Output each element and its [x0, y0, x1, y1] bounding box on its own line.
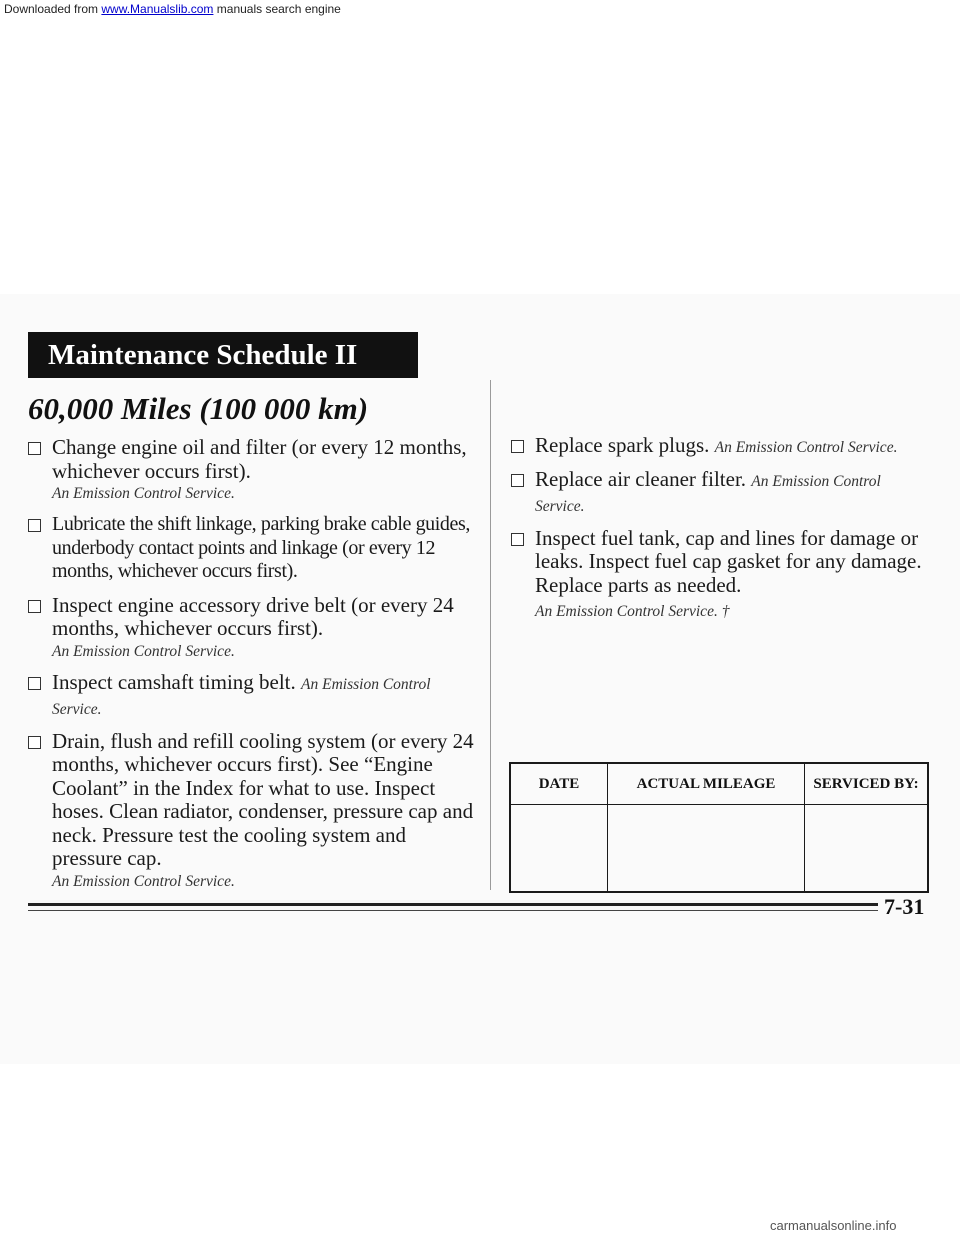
actual-mileage-cell[interactable] [608, 805, 805, 893]
date-header: DATE [510, 763, 608, 805]
item-note: An Emission Control Service. [714, 439, 898, 456]
item-text: Inspect fuel tank, cap and lines for damage or leaks. Inspect fuel cap gasket for any damage. Replace parts as needed. [535, 525, 922, 597]
checklist-item [511, 434, 931, 460]
item-note: An Emission Control Service. [535, 472, 881, 515]
checkbox-icon[interactable] [28, 736, 41, 749]
manualslib-link[interactable]: www.Manualslib.com [101, 2, 214, 16]
schedule-header: Maintenance Schedule II [28, 332, 418, 378]
item-text: Drain, flush and refill cooling system (or every 24 months, whichever occurs first). See “Engine Coolant” in the Index for what to use. Inspect hoses. Clean radiator, condenser, pressure cap and neck. Pressure test the cooling system and pressure cap. [52, 728, 474, 870]
item-note: An Emission Control Service. [52, 485, 235, 502]
footer-rule [28, 903, 878, 906]
serviced-by-cell[interactable] [805, 805, 929, 893]
item-main-text: Replace spark plugs. [535, 433, 710, 457]
checklist-item [28, 671, 478, 722]
checkbox-icon[interactable] [28, 600, 41, 613]
item-text: Lubricate the shift linkage, parking brake cable guides, underbody contact points and linkage (or every 12 months, whichever occurs first). [52, 513, 470, 582]
checkbox-icon[interactable] [28, 442, 41, 455]
checklist-item [28, 730, 478, 893]
checkbox-icon[interactable] [511, 474, 524, 487]
actual-mileage-header: ACTUAL MILEAGE [608, 763, 805, 805]
item-main-text: Inspect camshaft timing belt. [52, 669, 296, 694]
table-header-row [510, 763, 928, 805]
watermark-prefix: Downloaded from [4, 2, 102, 16]
site-watermark: carmanualsonline.info [770, 1218, 897, 1233]
footer-rule-thin [28, 910, 878, 911]
table-row [510, 805, 928, 893]
item-text [535, 468, 931, 519]
checklist-item [28, 513, 478, 584]
item-text [535, 434, 931, 460]
item-text: Change engine oil and filter (or every 12 months, whichever occurs first). [52, 435, 467, 483]
item-note: An Emission Control Service. [52, 642, 235, 660]
checklist-item [28, 436, 478, 505]
item-text [52, 671, 478, 722]
page-number: 7-31 [884, 894, 925, 919]
checklist-item [511, 468, 931, 519]
download-watermark [0, 0, 345, 18]
item-note: An Emission Control Service. [52, 675, 431, 718]
checkbox-icon[interactable] [511, 533, 524, 546]
checkbox-icon[interactable] [511, 440, 524, 453]
checkbox-icon[interactable] [28, 519, 41, 532]
item-text: Inspect engine accessory drive belt (or every 24 months, whichever occurs first). [52, 592, 454, 640]
item-main-text: Replace air cleaner filter. [535, 466, 747, 491]
section-title: 60,000 Miles (100 000 km) [28, 391, 369, 426]
watermark-suffix: manuals search engine [213, 2, 341, 16]
date-cell[interactable] [510, 805, 608, 893]
checklist-item [28, 594, 478, 663]
item-note: An Emission Control Service. [52, 872, 235, 890]
right-column [511, 434, 931, 631]
left-column [28, 436, 478, 901]
checkbox-icon[interactable] [28, 677, 41, 690]
service-log-table [509, 762, 929, 893]
column-divider [490, 380, 491, 890]
checklist-item [511, 527, 931, 624]
item-note: An Emission Control Service. † [535, 603, 730, 620]
serviced-by-header: SERVICED BY: [805, 763, 929, 805]
